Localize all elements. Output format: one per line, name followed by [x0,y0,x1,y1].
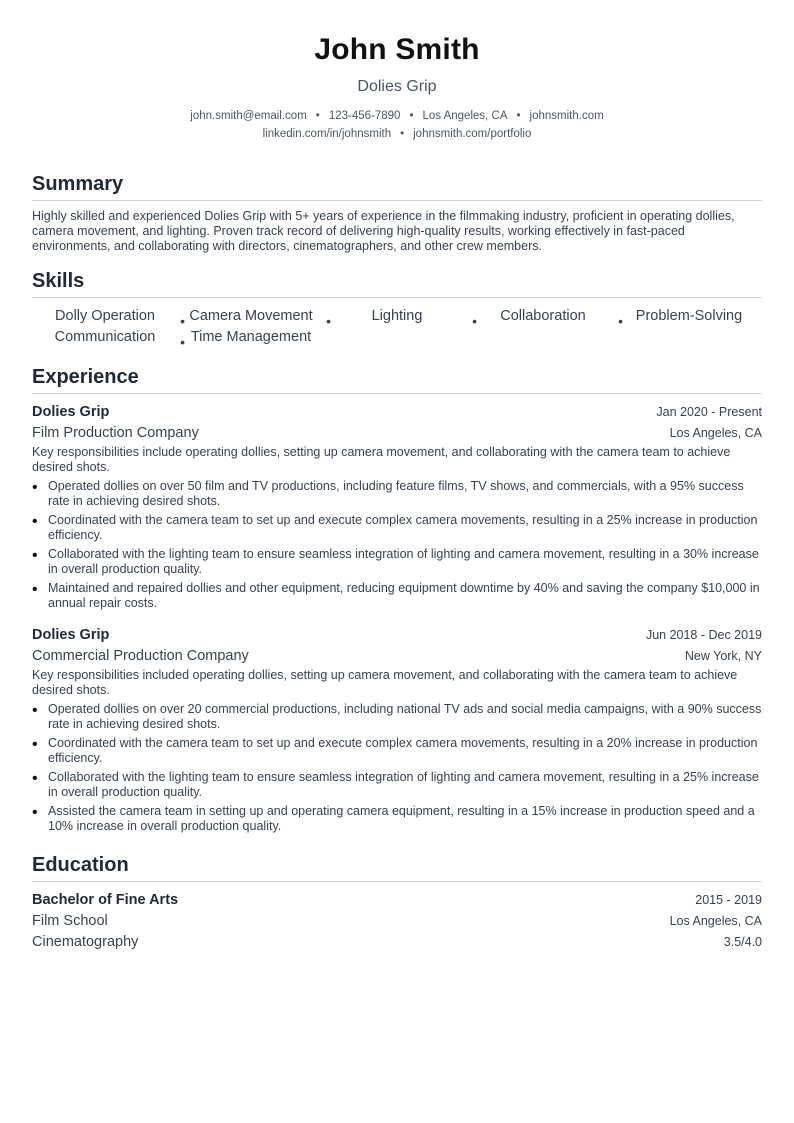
list-item: • Operated dollies on over 50 film and TV productions, including feature films, TV shows, and commercials, with a 95% success rate in achieving desired shots. [32,479,762,509]
job-header-row [32,625,762,646]
resume-header [32,0,762,143]
job-header-row [32,402,762,423]
section-title-summary: Summary [32,171,762,201]
bullet-dot: • [180,334,185,350]
skill-label: Lighting [371,308,423,324]
email-link[interactable]: john.smith@email.com [190,110,307,122]
separator-dot: • [400,128,405,140]
candidate-role: Dolies Grip [357,78,437,95]
skill-label: Time Management [190,329,312,345]
job-entry [32,625,762,834]
bullet-dot: • [472,313,477,329]
skill-item [32,327,185,350]
skill-label: Dolly Operation [55,308,155,324]
job-description: Key responsibilities included operating dollies, setting up camera movement, and collaborating with the camera team to achieve desired shots. [32,668,738,697]
degree-title: Bachelor of Fine Arts [32,892,179,908]
job-bullets [32,479,762,611]
skill-label: Collaboration [500,308,586,324]
skill-item [178,327,324,348]
education-field-row [32,932,762,953]
job-title: Dolies Grip [32,404,110,420]
separator-dot: • [315,110,320,122]
skill-item [324,306,477,329]
skill-item [178,306,331,329]
job-location: Los Angeles, CA [669,426,762,440]
bullet-dot: • [180,313,185,329]
list-item: • Collaborated with the lighting team to ensure seamless integration of lighting and camera movement, resulting in a 30% increase in overall production quality. [32,547,762,577]
job-dates: Jun 2018 - Dec 2019 [645,628,762,642]
job-bullets [32,702,762,834]
contact-line-2 [32,125,762,143]
skills-grid [32,306,762,348]
portfolio-link[interactable]: johnsmith.com/portfolio [413,128,532,140]
list-item: • Maintained and repaired dollies and other equipment, reducing equipment downtime by 40% and saving the company $10,000 in annual repair costs. [32,581,762,611]
education-school-row [32,911,762,932]
job-title: Dolies Grip [32,627,110,643]
linkedin-link[interactable]: linkedin.com/in/johnsmith [262,128,392,140]
bullet-dot: • [326,313,331,329]
list-item: • Operated dollies on over 20 commercial productions, including national TV ads and social media campaigns, with a 90% success rate in achieving desired shots. [32,702,762,732]
job-dates: Jan 2020 - Present [656,405,762,419]
list-item: • Coordinated with the camera team to set up and execute complex camera movements, resulting in a 25% increase in production efficiency. [32,513,762,543]
section-title-education: Education [32,852,762,882]
bullet-dot: • [618,313,623,329]
list-item: • Collaborated with the lighting team to ensure seamless integration of lighting and camera movement, resulting in a 25% increase in overall production quality. [32,770,762,800]
section-title-skills: Skills [32,268,762,298]
school-location: Los Angeles, CA [669,914,762,928]
separator-dot: • [409,110,414,122]
skill-item [470,306,623,329]
list-item: • Coordinated with the camera team to set up and execute complex camera movements, resulting in a 20% increase in production efficiency. [32,736,762,766]
section-title-experience: Experience [32,364,762,394]
list-item: • Assisted the camera team in setting up and operating camera equipment, resulting in a 15% increase in production speed and a 10% increase in overall production quality. [32,804,762,834]
education-header-row [32,890,762,911]
job-location: New York, NY [684,649,762,663]
candidate-name: John Smith [314,33,480,66]
field-of-study: Cinematography [32,934,139,950]
phone-text: 123-456-7890 [328,110,401,122]
contact-line-1 [32,107,762,125]
skill-label: Communication [54,329,156,345]
skill-label: Camera Movement [189,308,313,324]
skills-section [32,268,762,348]
school-name: Film School [32,913,108,929]
skill-item [32,306,185,329]
skill-item [616,306,762,327]
job-entry [32,402,762,611]
website-link[interactable]: johnsmith.com [529,110,604,122]
separator-dot: • [516,110,521,122]
skill-label: Problem-Solving [635,308,743,324]
gpa-value: 3.5/4.0 [723,935,762,949]
education-dates: 2015 - 2019 [695,893,762,907]
education-section [32,852,762,953]
job-company-row [32,646,762,667]
job-company: Film Production Company [32,425,199,441]
experience-section [32,364,762,834]
location-text: Los Angeles, CA [422,110,508,122]
job-description: Key responsibilities include operating dollies, setting up camera movement, and collaborating with the camera team to achieve desired shots. [32,445,731,474]
summary-text: Highly skilled and experienced Dolies Grip with 5+ years of experience in the filmmaking industry, proficient in operating dollies, camera movement, and lighting. Proven track record of delivering high-quality results, working effectively in fast-paced environments, and collaborating with directors, cinematographers, and other crew members. [32,209,735,253]
summary-section [32,171,762,254]
job-company-row [32,423,762,444]
job-company: Commercial Production Company [32,648,249,664]
